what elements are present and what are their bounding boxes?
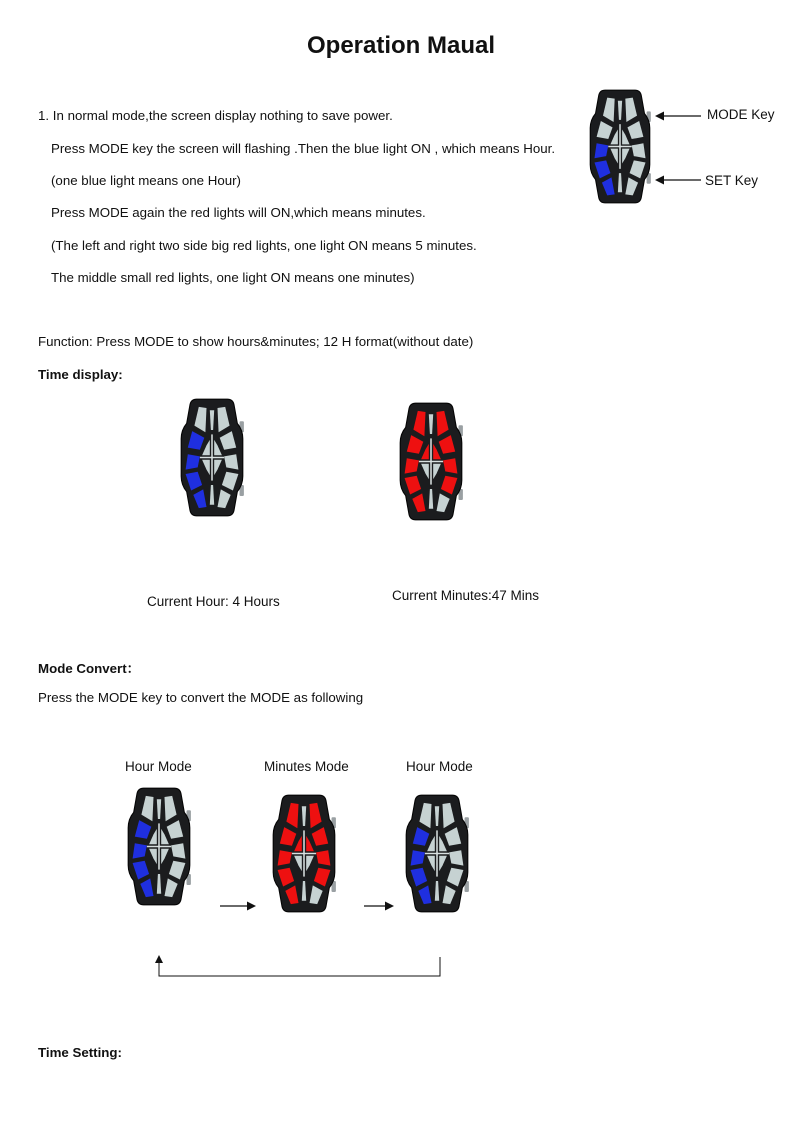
intro-line-6: The middle small red lights, one light ON means one minutes) [51, 270, 415, 285]
set-key-arrow [655, 174, 703, 186]
key-diagram-watch [588, 88, 652, 205]
intro-line-4: Press MODE again the red lights will ON,which means minutes. [51, 205, 426, 220]
current-hour-caption: Current Hour: 4 Hours [147, 594, 280, 609]
time-setting-heading: Time Setting: [38, 1045, 122, 1060]
intro-line-3: (one blue light means one Hour) [51, 173, 241, 188]
set-key-label: SET Key [705, 173, 759, 188]
intro-line-1: 1. In normal mode,the screen display nothing to save power. [38, 108, 393, 123]
return-arrow [150, 955, 446, 981]
mode-hour-watch-2 [403, 793, 471, 914]
mode-label-3: Hour Mode [406, 759, 473, 774]
page-title: Operation Maual [306, 32, 496, 59]
mode-convert-heading: Mode Convert： [38, 661, 140, 676]
mode-minutes-watch [270, 793, 338, 914]
convert-arrow-1 [220, 900, 256, 912]
convert-arrow-2 [364, 900, 394, 912]
function-text: Function: Press MODE to show hours&minutes; 12 H format(without date) [38, 334, 474, 349]
intro-line-2: Press MODE key the screen will flashing .Then the blue light ON , which means Hour. [51, 141, 556, 156]
mode-key-label: MODE Key [707, 107, 775, 122]
current-minutes-caption: Current Minutes:47 Mins [392, 588, 540, 603]
mode-label-2: Minutes Mode [264, 759, 349, 774]
minutes-display-watch [397, 401, 465, 522]
mode-hour-watch-1 [125, 786, 193, 907]
hour-display-watch [178, 397, 246, 518]
intro-line-5: (The left and right two side big red lights, one light ON means 5 minutes. [51, 238, 477, 253]
mode-convert-description: Press the MODE key to convert the MODE as following [38, 690, 364, 705]
time-display-heading: Time display: [38, 367, 123, 382]
mode-key-arrow [655, 110, 703, 122]
mode-label-1: Hour Mode [125, 759, 192, 774]
